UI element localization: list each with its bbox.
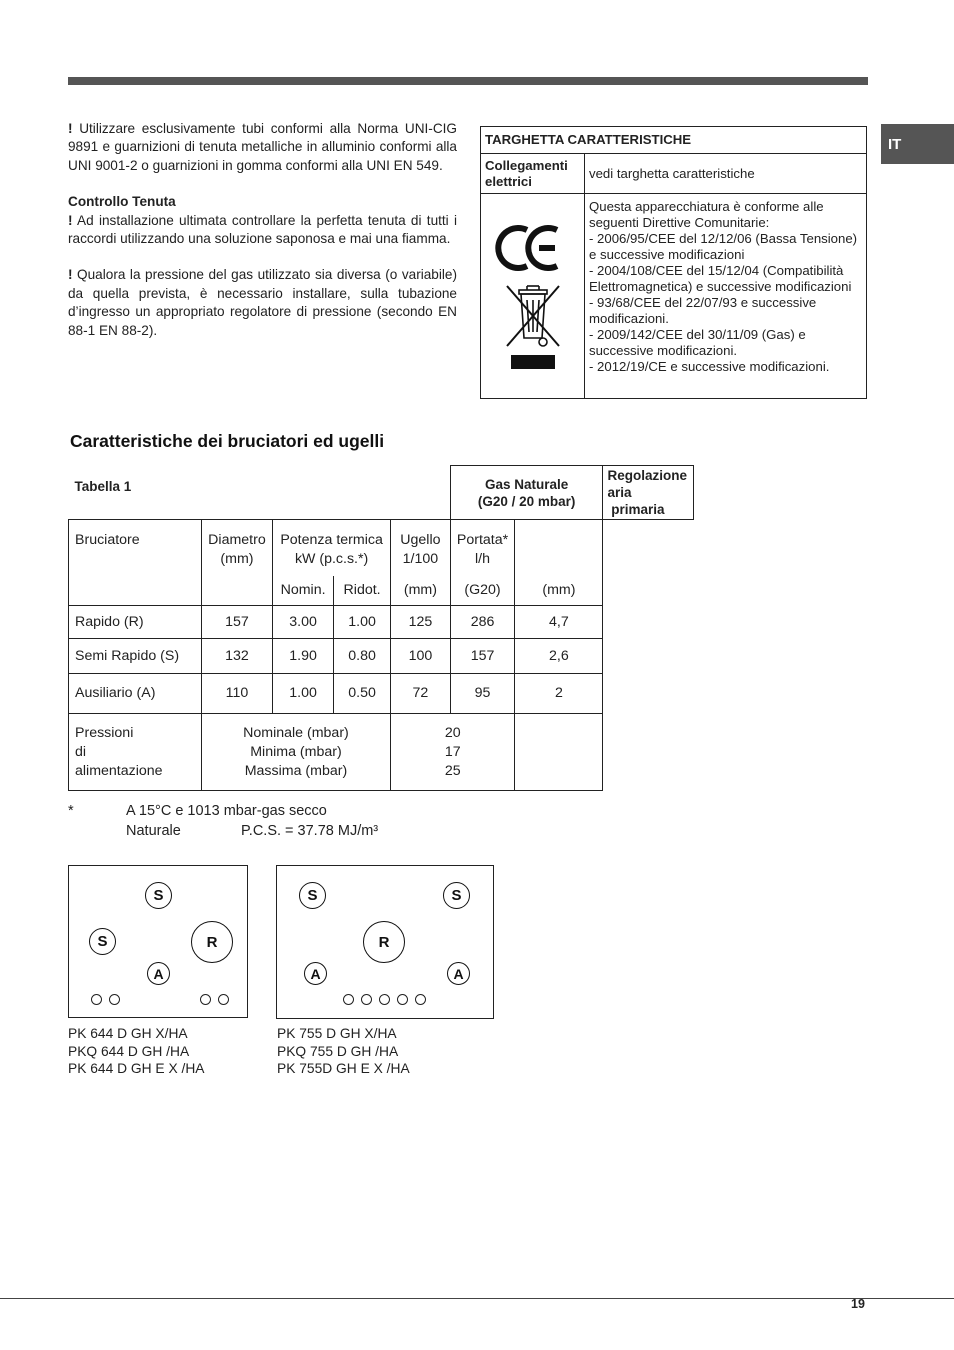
- footnote: [68, 802, 378, 841]
- knob-icon: [91, 994, 102, 1005]
- knob-icon: [415, 994, 426, 1005]
- col-aria-unit: (mm): [515, 576, 603, 606]
- model-code: PKQ 755 D GH /HA: [277, 1043, 399, 1059]
- knob-icon: [218, 994, 229, 1005]
- electrical-connections-label: Collegamenti elettrici: [481, 154, 585, 194]
- directive-item: - 2012/19/CE e successive modificazioni.: [589, 359, 830, 374]
- section-title: Caratteristiche dei bruciatori ed ugelli: [70, 431, 385, 451]
- col-aria-blank: [515, 520, 603, 576]
- gas-header-line: (G20 / 20 mbar): [477, 493, 576, 509]
- col-ugello-line: 1/100: [402, 551, 439, 567]
- knob-icon: [379, 994, 390, 1005]
- pressure-blank: [515, 714, 603, 791]
- rating-plate-title: TARGHETTA CARATTERISTICHE: [481, 127, 867, 154]
- pressure-label-line: alimentazione: [75, 762, 163, 779]
- footnote-line: A 15°C e 1013 mbar-gas secco: [126, 803, 327, 819]
- bin-bar-icon: [511, 355, 555, 369]
- col-portata-line: Portata*: [456, 532, 509, 548]
- pressure-value: 17: [444, 743, 461, 760]
- pressure-name: Minima (mbar): [250, 743, 342, 760]
- crossed-bin-icon: [507, 286, 559, 346]
- pressure-name: Massima (mbar): [244, 762, 348, 779]
- note-leak-check: [68, 212, 457, 249]
- burner-diameter: 157: [201, 606, 272, 639]
- burner-nozzle: 100: [391, 639, 451, 674]
- pressure-value: 20: [444, 724, 461, 741]
- knob-icon: [397, 994, 408, 1005]
- gas-header: [450, 466, 603, 520]
- directive-intro: Questa apparecchiatura è conforme alle seguenti Direttive Comunitarie:: [589, 199, 824, 230]
- electrical-connections-value: vedi targhetta caratteristiche: [585, 154, 867, 194]
- burner-nozzle: 125: [391, 606, 451, 639]
- col-portata-line: l/h: [475, 551, 491, 567]
- col-diametro-line: (mm): [220, 551, 254, 567]
- burner-reduced-power: 0.80: [334, 639, 391, 674]
- burner-air: 2: [515, 674, 603, 714]
- col-ugello: [391, 520, 451, 576]
- model-code: PK 644 D GH E X /HA: [68, 1061, 205, 1076]
- burner-diameter: 110: [201, 674, 272, 714]
- table-label: Tabella 1: [74, 478, 132, 494]
- burner-table: [68, 465, 694, 791]
- footer-rule: [0, 1298, 954, 1299]
- model-code: PKQ 644 D GH /HA: [68, 1043, 190, 1059]
- leak-check-heading: Controllo Tenuta: [68, 194, 176, 210]
- burner-flow: 286: [450, 606, 515, 639]
- burner-a-icon: A: [447, 962, 470, 985]
- directive-item: - 2009/142/CEE del 30/11/09 (Gas) e successive modificazioni.: [589, 327, 806, 358]
- footnote-pcs: P.C.S. = 37.78 MJ/m³: [241, 822, 379, 839]
- burner-r-icon: R: [363, 921, 405, 963]
- air-header-line: Regolazione aria: [607, 468, 687, 500]
- marks-cell: [481, 194, 585, 399]
- pressure-values: [391, 714, 515, 791]
- col-potenza-line: kW (p.c.s.*): [294, 551, 369, 567]
- hob-layout-diagram-1: [68, 865, 248, 1018]
- header-bar: [68, 77, 868, 85]
- burner-reduced-power: 0.50: [334, 674, 391, 714]
- model-code: PK 755 D GH X/HA: [277, 1026, 397, 1041]
- burner-r-icon: R: [191, 921, 233, 963]
- burner-air: 4,7: [515, 606, 603, 639]
- burner-air: 2,6: [515, 639, 603, 674]
- col-portata: [450, 520, 515, 576]
- burner-a-icon: A: [304, 962, 327, 985]
- pressure-label: [69, 714, 202, 791]
- col-ugello-unit: (mm): [391, 576, 451, 606]
- directive-item: - 93/68/CEE del 22/07/93 e successive modificazioni.: [589, 295, 817, 326]
- col-bruciatore: Bruciatore: [69, 520, 202, 606]
- burner-name: Semi Rapido (S): [69, 639, 202, 674]
- warning-mark: !: [68, 212, 73, 228]
- col-potenza: [273, 520, 391, 576]
- ce-mark-icon: [498, 228, 557, 268]
- gas-header-line: Gas Naturale: [484, 476, 569, 492]
- knob-icon: [109, 994, 120, 1005]
- pressure-value: 25: [444, 762, 461, 779]
- col-ridot: Ridot.: [334, 576, 391, 606]
- burner-a-icon: A: [147, 962, 170, 985]
- knob-icon: [361, 994, 372, 1005]
- col-diametro-line: Diametro: [208, 532, 266, 548]
- warning-mark: !: [68, 267, 73, 283]
- model-code: PK 644 D GH X/HA: [68, 1026, 188, 1041]
- burner-nozzle: 72: [391, 674, 451, 714]
- col-ugello-line: Ugello: [400, 532, 441, 548]
- warning-mark: !: [68, 121, 73, 136]
- pressure-label-line: Pressioni: [75, 724, 134, 741]
- footnote-star: *: [68, 803, 74, 819]
- burner-diameter: 132: [201, 639, 272, 674]
- diagram-2-models: [277, 1025, 410, 1078]
- air-header-line: primaria: [607, 502, 665, 517]
- directives-cell: [585, 194, 867, 399]
- burner-s-icon: S: [145, 882, 172, 909]
- language-label: IT: [888, 135, 902, 153]
- note-leak-check-text: Ad installazione ultimata controllare la perfetta tenuta di tutti i raccordi utilizzando una soluzione saponosa e mai una fiamma.: [68, 212, 457, 247]
- burner-reduced-power: 1.00: [334, 606, 391, 639]
- directive-item: - 2006/95/CEE del 12/12/06 (Bassa Tensione) e successive modificazioni: [589, 231, 858, 262]
- page-number: 19: [851, 1297, 865, 1311]
- col-portata-unit: (G20): [450, 576, 515, 606]
- pressure-names: [201, 714, 390, 791]
- installation-notes: [68, 120, 457, 340]
- model-code: PK 755D GH E X /HA: [277, 1061, 410, 1076]
- pressure-name: Nominale (mbar): [243, 724, 349, 741]
- rating-plate-table: [480, 126, 867, 399]
- footnote-gas: Naturale: [126, 822, 181, 839]
- pressure-label-line: di: [75, 743, 87, 760]
- col-potenza-line: Potenza termica: [280, 532, 383, 548]
- burner-flow: 95: [450, 674, 515, 714]
- air-header: [603, 466, 694, 520]
- burner-nominal-power: 1.00: [273, 674, 334, 714]
- knob-icon: [200, 994, 211, 1005]
- note-tubes: [68, 120, 457, 175]
- diagram-1-models: [68, 1025, 205, 1078]
- burner-flow: 157: [450, 639, 515, 674]
- col-diametro: [201, 520, 272, 606]
- directive-item: - 2004/108/CEE del 15/12/04 (Compatibilità Elettromagnetica) e successive modificazioni: [589, 263, 852, 294]
- burner-nominal-power: 1.90: [273, 639, 334, 674]
- note-pressure: [68, 266, 457, 340]
- language-tab: [881, 124, 954, 164]
- note-pressure-text: Qualora la pressione del gas utilizzato sia diversa (o variabile) da quella prevista, è necessario installare, sulla tubazione d’ingresso un appropriato regolatore di pressione (secondo EN 88-1 EN 88-2).: [68, 267, 457, 338]
- burner-name: Ausiliario (A): [69, 674, 202, 714]
- hob-layout-diagram-2: [276, 865, 494, 1019]
- burner-s-icon: S: [299, 882, 326, 909]
- note-tubes-text: Utilizzare esclusivamente tubi conformi alla Norma UNI-CIG 9891 e guarnizioni di tenuta metalliche in alluminio conformi alla UNI 9001-2 o guarnizioni in gomma conformi alla UNI EN 549.: [68, 121, 457, 173]
- burner-s-icon: S: [89, 928, 116, 955]
- burner-s-icon: S: [443, 882, 470, 909]
- ce-weee-marks: [493, 214, 573, 374]
- knob-icon: [343, 994, 354, 1005]
- burner-nominal-power: 3.00: [273, 606, 334, 639]
- burner-name: Rapido (R): [69, 606, 202, 639]
- col-nomin: Nomin.: [273, 576, 334, 606]
